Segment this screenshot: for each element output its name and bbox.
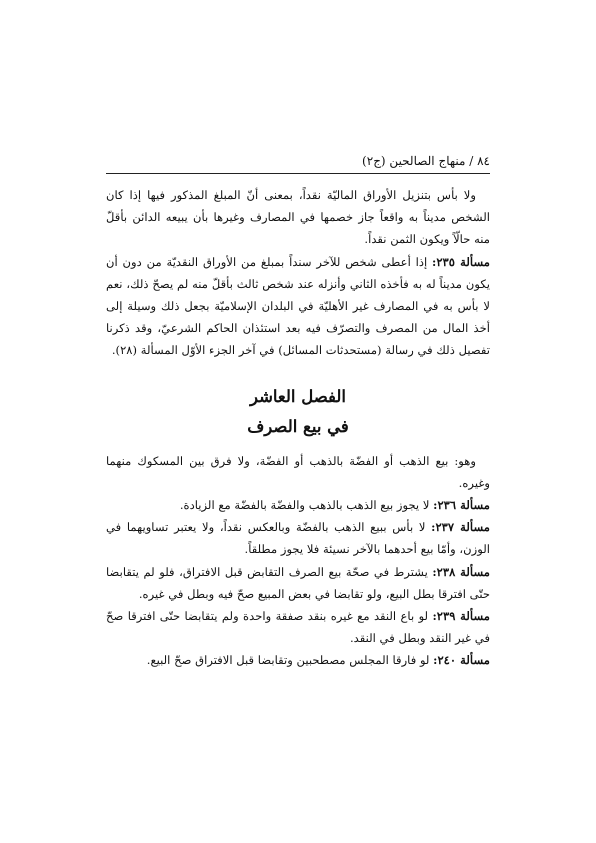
masala-label: مسألة ٢٣٦: [433, 498, 490, 513]
masala-label: مسألة ٢٤٠: [433, 653, 490, 668]
paragraph-masala-240 [106, 649, 490, 671]
paragraph-masala-235 [106, 251, 490, 362]
masala-label: مسألة ٢٣٨: [432, 564, 491, 579]
paragraph-text: يشترط في صحّة بيع الصرف التقابض قبل الافتراق، فلو لم يتقابضا حتّى افترقا بطل البيع، ولو تقابضا في بعض المبيع صحّ فيه وبطل في غيره. [106, 564, 490, 601]
paragraph-text: لو فارقا المجلس مصطحبين وتقابضا قبل الافتراق صحّ البيع. [146, 653, 434, 668]
paragraph-text: وهو: بيع الذهب أو الفضّة بالذهب أو الفضّة، ولا فرق بين المسكوك منهما وغيره. [106, 453, 490, 490]
masala-label: مسألة ٢٣٥: [432, 254, 490, 269]
paragraph-masala-236 [106, 494, 490, 516]
paragraph-text: لو باع النقد مع غيره بنقد صفقة واحدة ولم يتقابضا حتّى افترقا صحّ في غير النقد وبطل في النقد. [106, 609, 490, 646]
paragraph-masala-237 [106, 516, 490, 560]
paragraph-text: ولا بأس بتنزيل الأوراق الماليّة نقداً، بمعنى أنّ المبلغ المذكور فيها إذا كان الشخص مديناً به واقعاً جاز خصمها في المصارف وغيرها بأن يبيعه الدائن بأقلّ منه حالّاً ويكون الثمن نقداً. [106, 188, 490, 247]
running-header: ٨٤ / منهاج الصالحين (ج٢) [362, 154, 490, 168]
paragraph-masala-239 [106, 605, 490, 649]
masala-label: مسألة ٢٣٧: [431, 520, 490, 535]
paragraph-intro [106, 184, 490, 251]
header-divider [106, 173, 490, 174]
paragraph-definition [106, 450, 490, 494]
paragraph-text: لا بأس ببيع الذهب بالفضّة وبالعكس نقداً، ولا يعتبر تساويهما في الوزن، وأمّا بيع أحدهما بالآخر نسيئة فلا يجوز مطلقاً. [106, 520, 490, 557]
chapter-subtitle: في بيع الصرف [247, 416, 349, 436]
paragraph-text: لا يجوز بيع الذهب بالذهب والفضّة بالفضّة مع الزيادة. [179, 498, 434, 513]
page-body [106, 184, 490, 672]
paragraph-text: إذا أعطى شخص للآخر سنداً بمبلغ من الأوراق النقديّة من دون أن يكون مديناً له به فأخذه الثاني وأنزله عند شخص ثالث بأقلّ منه لم يصحّ ذلك، نعم لا بأس به في المصارف غير الأهليّة في البلدان الإسلاميّة بجعل ذلك وسيلة إلى أخذ المال من المصرف والتصرّف فيه بعد استئذان الحاكم الشرعيّ، وقد ذكرنا تفصيل ذلك في رسالة (مستحدثات المسائل) في آخر الجزء الأوّل المسألة (٢٨). [106, 254, 490, 358]
chapter-heading [106, 382, 490, 442]
chapter-title: الفصل العاشر [249, 386, 347, 406]
paragraph-masala-238 [106, 561, 490, 605]
masala-label: مسألة ٢٣٩: [432, 609, 490, 624]
